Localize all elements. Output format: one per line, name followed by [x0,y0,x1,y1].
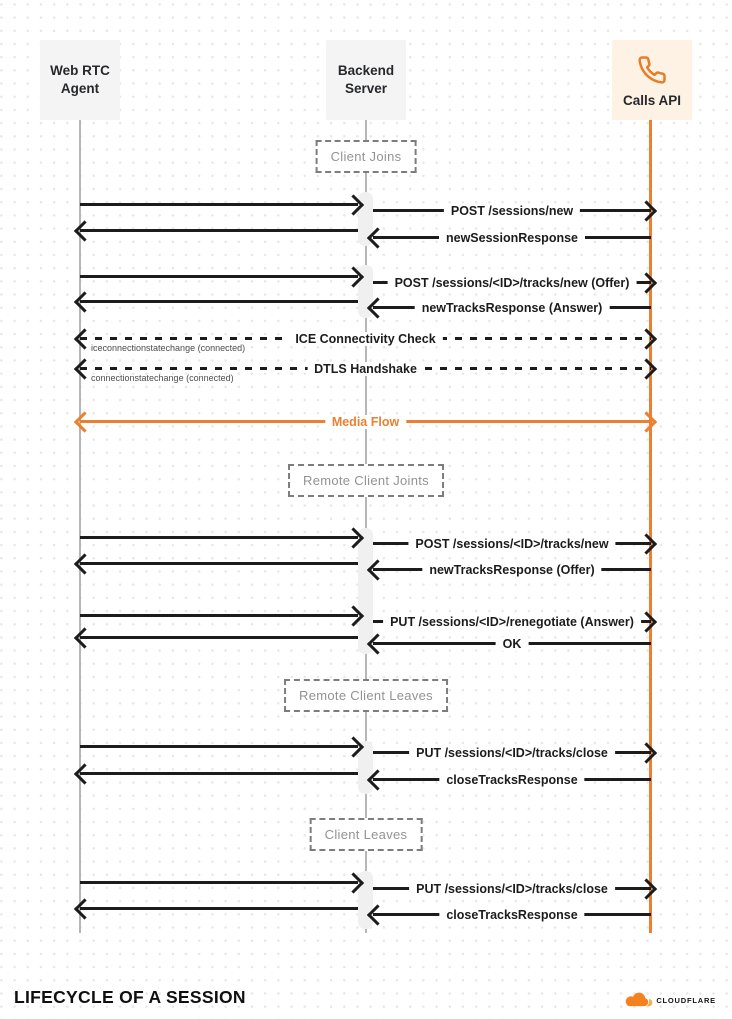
actor-label: Web RTC Agent [50,63,110,96]
message-label: closeTracksResponse [439,773,584,787]
actor-calls-api [612,40,692,120]
message-label: closeTracksResponse [439,908,584,922]
message-label: POST /sessions/new [444,204,580,218]
arrowhead-left [74,291,95,312]
arrow-callsapi-to-backend [373,907,651,922]
cloudflare-wordmark: CLOUDFLARE [656,995,716,1005]
arrow-callsapi-to-backend [373,636,651,651]
arrowhead-left [74,763,95,784]
arrow-backend-to-callsapi [373,614,651,629]
phase-remote-client-leaves [284,679,448,712]
arrowhead-left [74,411,95,432]
arrow-dtls-handshake [80,361,651,383]
arrow-agent-to-backend [80,203,358,206]
phase-client-joins [316,140,417,173]
event-sublabel: connectionstatechange (connected) [91,373,234,383]
arrowhead-left [74,220,95,241]
arrowhead-left [74,553,95,574]
arrow-ice-connectivity-check [80,331,651,353]
message-label: ICE Connectivity Check [288,332,442,346]
message-label: Media Flow [325,415,406,429]
arrow-agent-to-backend [80,745,358,748]
arrowhead-right [636,358,657,379]
actor-webrtc-agent [40,40,120,120]
arrow-media-flow [80,414,651,429]
message-label: PUT /sessions/<ID>/renegotiate (Answer) [383,615,641,629]
message-label: POST /sessions/<ID>/tracks/new (Offer) [388,276,637,290]
activation-bar [358,528,373,654]
arrow-backend-to-callsapi [373,203,651,218]
arrow-backend-to-agent [80,907,358,910]
arrowhead-left [74,627,95,648]
arrow-backend-to-agent [80,772,358,775]
message-label: OK [496,637,529,651]
arrow-agent-to-backend [80,275,358,278]
cloudflare-logo [625,992,716,1008]
arrow-backend-to-callsapi [373,275,651,290]
arrow-callsapi-to-backend [373,230,651,245]
message-label: DTLS Handshake [307,362,424,376]
actor-backend-server [326,40,406,120]
actor-label: Calls API [622,92,682,108]
phase-label: Client Leaves [324,827,408,842]
arrow-backend-to-agent [80,300,358,303]
page-title: LIFECYCLE OF A SESSION [14,987,246,1007]
arrow-callsapi-to-backend [373,300,651,315]
message-label: PUT /sessions/<ID>/tracks/close [409,882,615,896]
arrowhead-right [636,272,657,293]
event-sublabel: iceconnectionstatechange (connected) [91,343,246,353]
lifeline-webrtc-agent [79,119,81,933]
arrow-backend-to-agent [80,636,358,639]
arrowhead-right [636,328,657,349]
message-label: newTracksResponse (Answer) [415,301,610,315]
arrow-backend-to-callsapi [373,536,651,551]
arrow-backend-to-callsapi [373,881,651,896]
arrow-agent-to-backend [80,536,358,539]
phase-label: Client Joins [330,149,402,164]
arrow-backend-to-callsapi [373,745,651,760]
cloudflare-cloud-icon [625,992,653,1008]
message-label: PUT /sessions/<ID>/tracks/close [409,746,615,760]
arrowhead-right [636,411,657,432]
message-label: POST /sessions/<ID>/tracks/new [408,537,615,551]
message-label: newSessionResponse [439,231,585,245]
arrowhead-right [636,533,657,554]
arrow-backend-to-agent [80,229,358,232]
lifeline-calls-api [649,119,652,933]
arrow-callsapi-to-backend [373,772,651,787]
phase-label: Remote Client Leaves [299,688,433,703]
arrow-backend-to-agent [80,562,358,565]
message-label: newTracksResponse (Offer) [422,563,601,577]
actor-label: Backend Server [337,63,395,96]
arrow-agent-to-backend [80,881,358,884]
arrow-agent-to-backend [80,614,358,617]
phase-label: Remote Client Joints [303,473,429,488]
arrowhead-right [636,742,657,763]
phone-icon [637,55,667,85]
arrowhead-left [74,898,95,919]
phase-remote-client-joints [288,464,444,497]
phase-client-leaves [310,818,423,851]
arrowhead-right [636,200,657,221]
arrow-callsapi-to-backend [373,562,651,577]
arrowhead-right [636,878,657,899]
